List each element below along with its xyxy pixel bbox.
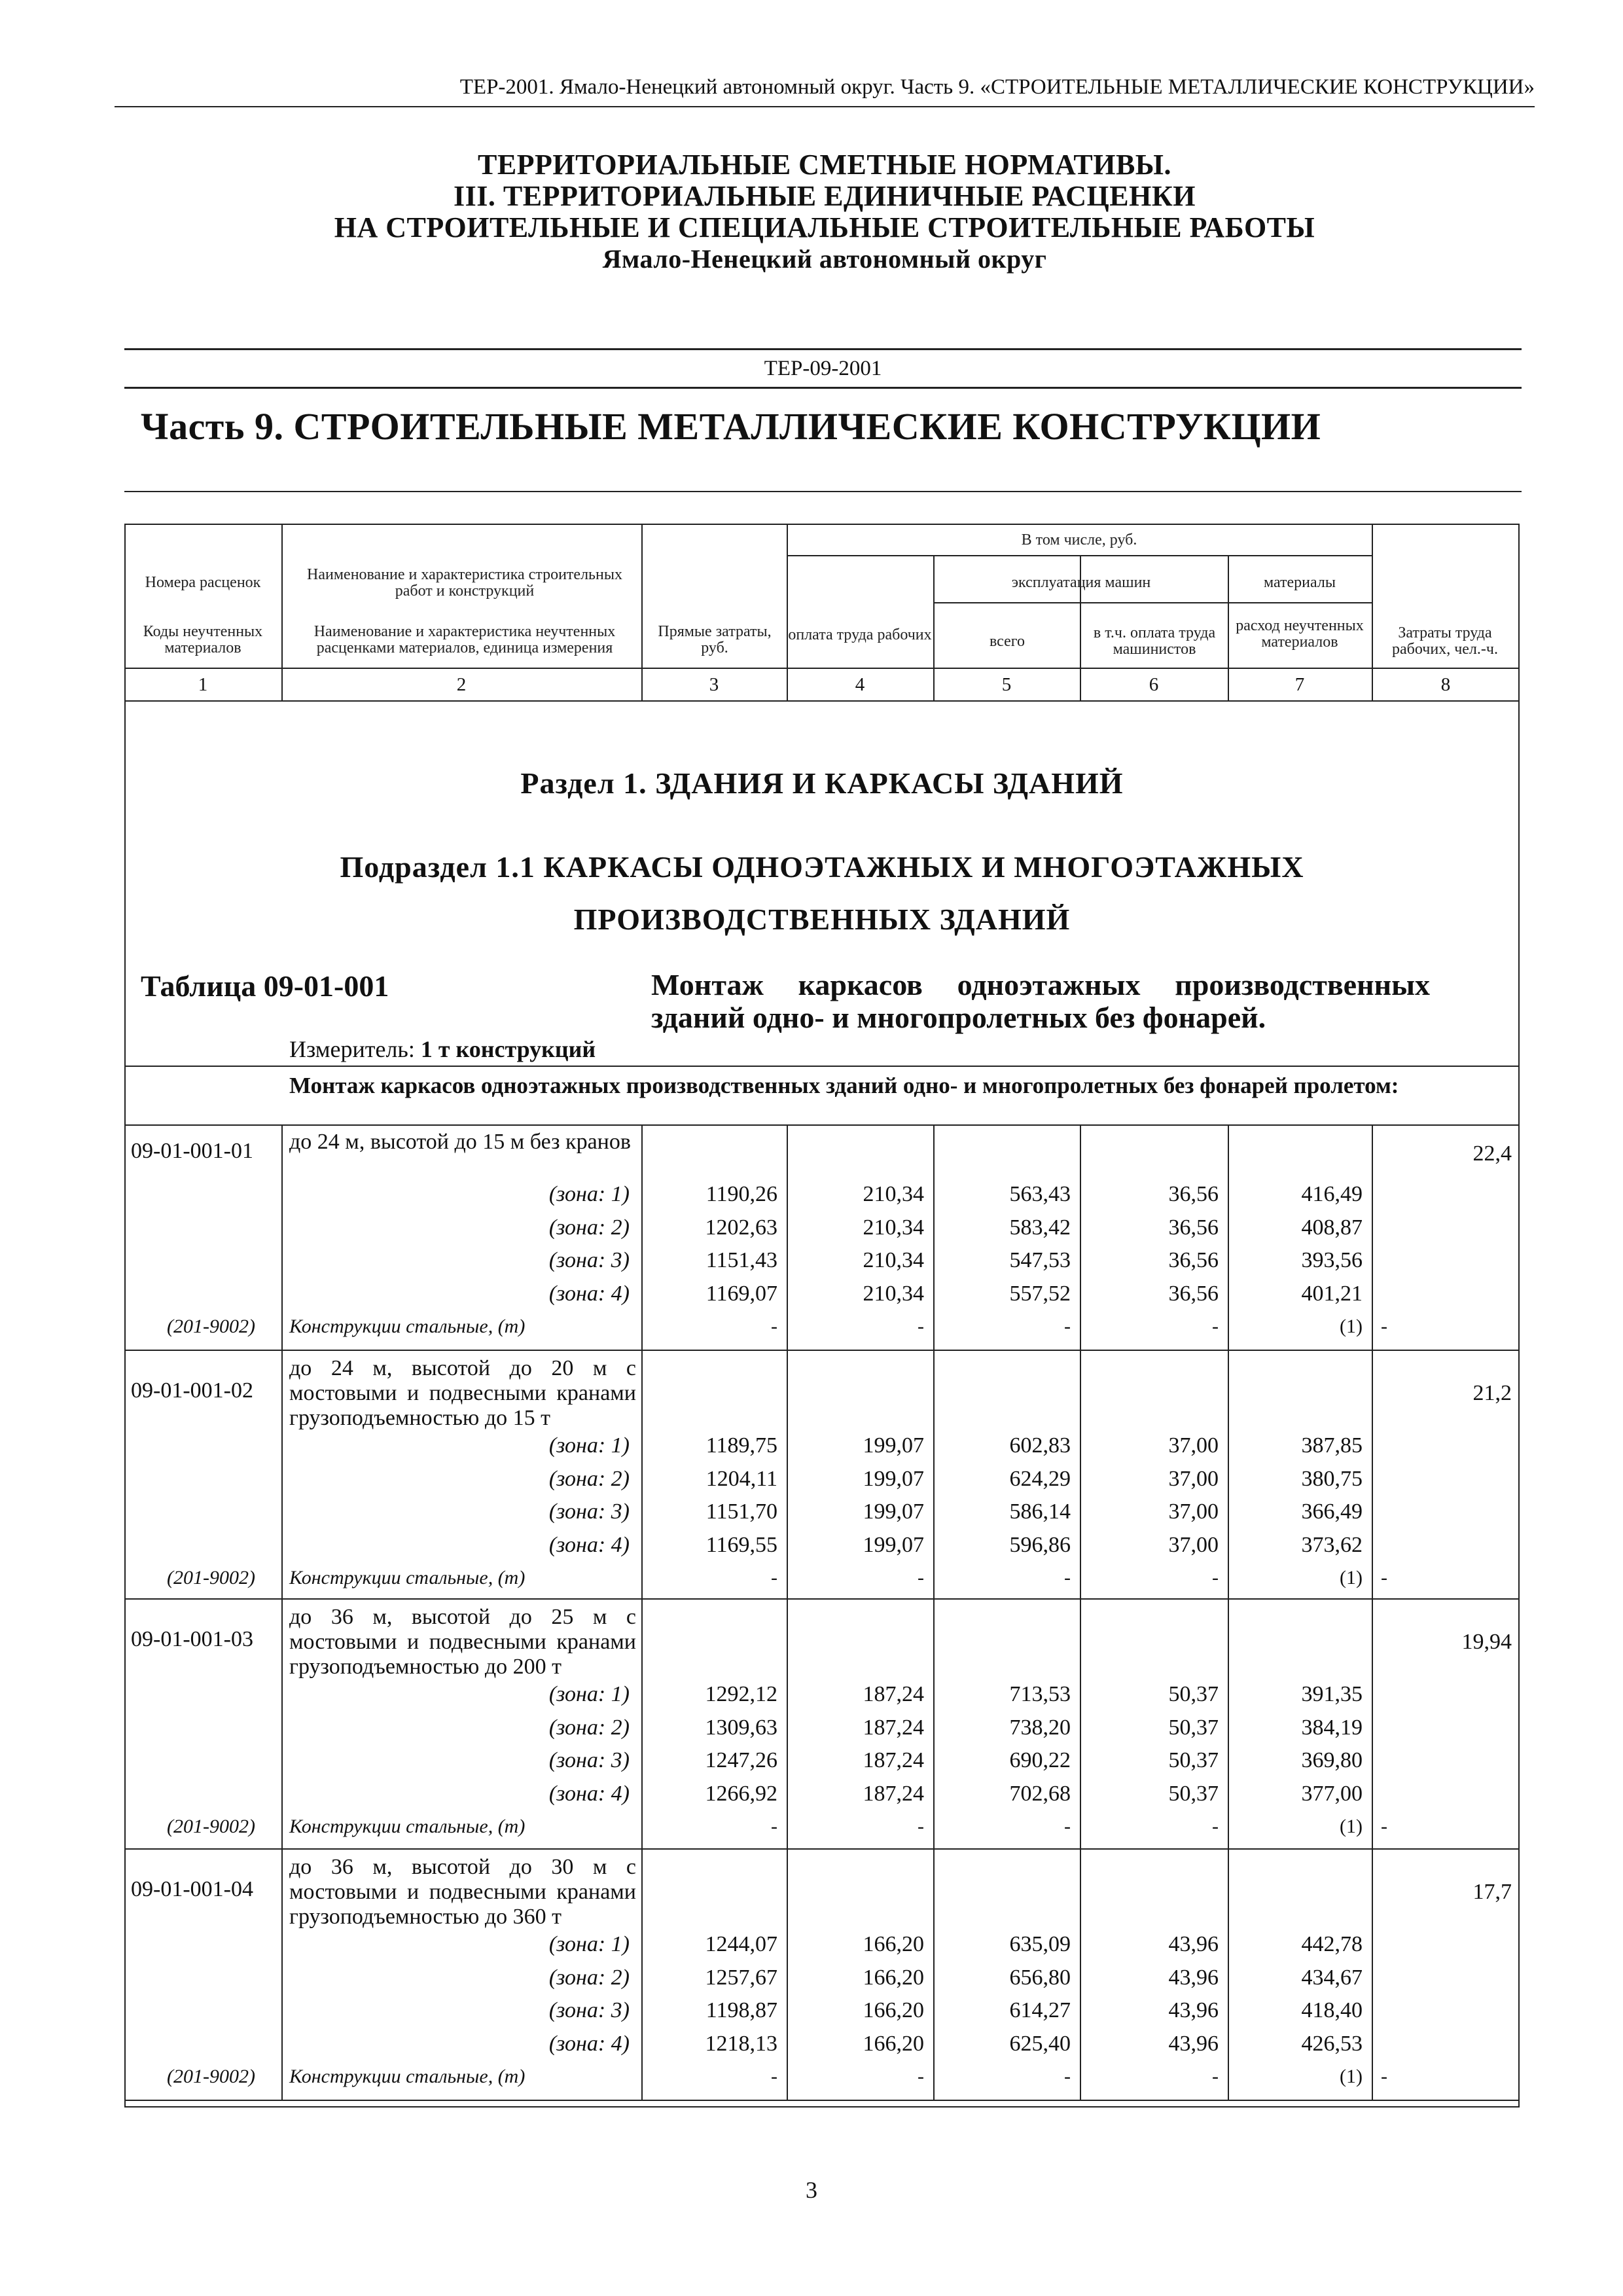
table-rule xyxy=(787,555,1372,556)
material-dash: - xyxy=(918,2066,924,2087)
zone-materials: 416,49 xyxy=(1301,1182,1363,1206)
material-code: (201-9002) xyxy=(167,1567,255,1588)
column-number: 4 xyxy=(855,674,865,695)
material-dash: - xyxy=(771,1816,777,1837)
table-rule xyxy=(124,1848,1520,1850)
material-name: Конструкции стальные, (т) xyxy=(289,1567,526,1588)
zone-wages: 166,20 xyxy=(863,2031,924,2056)
zone-materials: 369,80 xyxy=(1301,1748,1363,1772)
material-qty: (1) xyxy=(1340,1567,1363,1588)
zone-machines: 624,29 xyxy=(1009,1466,1071,1491)
zone-operators: 50,37 xyxy=(1168,1715,1219,1740)
part-title: Часть 9. СТРОИТЕЛЬНЫЕ МЕТАЛЛИЧЕСКИЕ КОНСТРУКЦИИ xyxy=(141,405,1321,448)
zone-machines: 563,43 xyxy=(1009,1182,1071,1206)
zone-label: (зона: 2) xyxy=(548,1466,630,1491)
table-rule xyxy=(281,1351,283,1598)
column-number: 7 xyxy=(1294,674,1305,695)
zone-direct: 1266,92 xyxy=(705,1781,777,1806)
zone-materials: 434,67 xyxy=(1301,1965,1363,1990)
material-dash: - xyxy=(918,1316,924,1337)
material-labor-dash: - xyxy=(1381,1316,1387,1337)
title-line-3: НА СТРОИТЕЛЬНЫЕ И СПЕЦИАЛЬНЫЕ СТРОИТЕЛЬНЫЕ РАБОТЫ xyxy=(334,211,1315,243)
zone-direct: 1244,07 xyxy=(705,1932,777,1956)
zone-operators: 50,37 xyxy=(1168,1781,1219,1806)
rate-description: до 36 м, высотой до 30 м с мостовыми и подвесными кранами грузоподъемностью до 360 т xyxy=(289,1855,636,1929)
zone-machines: 614,27 xyxy=(1009,1998,1071,2022)
rate-code: 09-01-001-04 xyxy=(131,1877,253,1901)
material-dash: - xyxy=(1212,1316,1219,1337)
meter-label: Измеритель: xyxy=(289,1036,415,1062)
material-code: (201-9002) xyxy=(167,2066,255,2087)
zone-materials: 442,78 xyxy=(1301,1932,1363,1956)
labor-cost: 22,4 xyxy=(1472,1141,1512,1166)
zone-direct: 1169,07 xyxy=(705,1281,777,1306)
zone-wages: 166,20 xyxy=(863,1932,924,1956)
zone-wages: 187,24 xyxy=(863,1715,924,1740)
table-rule xyxy=(281,1850,283,2100)
zone-label: (зона: 1) xyxy=(548,1182,630,1206)
zone-label: (зона: 2) xyxy=(548,1215,630,1240)
labor-cost: 17,7 xyxy=(1472,1880,1512,1904)
material-name: Конструкции стальные, (т) xyxy=(289,1816,526,1837)
material-dash: - xyxy=(918,1567,924,1588)
column-number: 8 xyxy=(1440,674,1451,695)
zone-direct: 1151,43 xyxy=(705,1248,777,1272)
table-rule xyxy=(1372,1850,1373,2100)
zone-operators: 43,96 xyxy=(1168,1965,1219,1990)
material-dash: - xyxy=(918,1816,924,1837)
table-description: Монтаж каркасов одноэтажных производственных зданий одно- и многопролетных без фонарей. xyxy=(651,968,1430,1034)
zone-direct: 1218,13 xyxy=(705,2031,777,2056)
material-dash: - xyxy=(1212,2066,1219,2087)
divider xyxy=(124,491,1522,492)
material-code: (201-9002) xyxy=(167,1816,255,1837)
header-col1-bottom: Коды неучтенных материалов xyxy=(143,623,263,656)
zone-operators: 37,00 xyxy=(1168,1532,1219,1557)
zone-label: (зона: 3) xyxy=(548,1248,630,1272)
material-name: Конструкции стальные, (т) xyxy=(289,2066,526,2087)
header-col5: всего xyxy=(989,633,1026,650)
zone-operators: 36,56 xyxy=(1168,1281,1219,1306)
zone-materials: 384,19 xyxy=(1301,1715,1363,1740)
zone-wages: 210,34 xyxy=(863,1215,924,1240)
zone-wages: 210,34 xyxy=(863,1182,924,1206)
zone-machines: 557,52 xyxy=(1009,1281,1071,1306)
zone-direct: 1204,11 xyxy=(705,1466,777,1491)
zone-direct: 1257,67 xyxy=(705,1965,777,1990)
zone-wages: 166,20 xyxy=(863,1965,924,1990)
zone-wages: 187,24 xyxy=(863,1748,924,1772)
header-col2-bottom: Наименование и характеристика неучтенных расценками материалов, единица измерения xyxy=(313,623,616,656)
zone-operators: 36,56 xyxy=(1168,1215,1219,1240)
meter xyxy=(289,1035,596,1063)
zone-machines: 738,20 xyxy=(1009,1715,1071,1740)
labor-cost: 19,94 xyxy=(1461,1630,1512,1654)
column-number: 3 xyxy=(709,674,719,695)
zone-wages: 210,34 xyxy=(863,1248,924,1272)
zone-materials: 366,49 xyxy=(1301,1499,1363,1524)
zone-label: (зона: 3) xyxy=(548,1748,630,1772)
table-rule xyxy=(124,1124,1520,1126)
zone-direct: 1202,63 xyxy=(705,1215,777,1240)
table-rule xyxy=(124,2100,1520,2101)
material-code: (201-9002) xyxy=(167,1316,255,1337)
zone-label: (зона: 3) xyxy=(548,1998,630,2022)
column-number: 1 xyxy=(198,674,208,695)
header-including: В том числе, руб. xyxy=(1021,531,1137,548)
material-dash: - xyxy=(771,1316,777,1337)
material-labor-dash: - xyxy=(1381,1567,1387,1588)
zone-materials: 426,53 xyxy=(1301,2031,1363,2056)
material-dash: - xyxy=(1064,2066,1071,2087)
table-rule xyxy=(281,1600,283,1848)
title-line-2: III. ТЕРРИТОРИАЛЬНЫЕ ЕДИНИЧНЫЕ РАСЦЕНКИ xyxy=(454,180,1196,212)
material-dash: - xyxy=(1064,1567,1071,1588)
zone-operators: 37,00 xyxy=(1168,1466,1219,1491)
zone-machines: 713,53 xyxy=(1009,1682,1071,1706)
header-materials: материалы xyxy=(1263,574,1336,591)
header-col1-top: Номера расценок xyxy=(145,574,261,591)
material-dash: - xyxy=(771,1567,777,1588)
material-qty: (1) xyxy=(1340,1816,1363,1837)
column-number: 6 xyxy=(1149,674,1159,695)
zone-direct: 1190,26 xyxy=(705,1182,777,1206)
zone-label: (зона: 4) xyxy=(548,1281,630,1306)
zone-operators: 43,96 xyxy=(1168,2031,1219,2056)
zone-wages: 199,07 xyxy=(863,1499,924,1524)
zone-label: (зона: 1) xyxy=(548,1433,630,1458)
zone-machines: 583,42 xyxy=(1009,1215,1071,1240)
subsection-title-line2: ПРОИЗВОДСТВЕННЫХ ЗДАНИЙ xyxy=(573,903,1071,936)
running-header: ТЕР-2001. Ямало-Ненецкий автономный округ. Часть 9. «СТРОИТЕЛЬНЫЕ МЕТАЛЛИЧЕСКИЕ КОНСТРУКЦИИ» xyxy=(115,68,1535,107)
labor-cost: 21,2 xyxy=(1472,1381,1512,1405)
zone-machines: 690,22 xyxy=(1009,1748,1071,1772)
table-rule xyxy=(281,1124,283,1350)
material-dash: - xyxy=(771,2066,777,2087)
table-rule xyxy=(124,1350,1520,1351)
zone-direct: 1151,70 xyxy=(705,1499,777,1524)
zone-materials: 401,21 xyxy=(1301,1281,1363,1306)
zone-materials: 377,00 xyxy=(1301,1781,1363,1806)
zone-materials: 393,56 xyxy=(1301,1248,1363,1272)
table-rule xyxy=(933,602,1372,603)
zone-label: (зона: 4) xyxy=(548,1532,630,1557)
table-label: Таблица 09-01-001 xyxy=(141,969,389,1003)
table-rule xyxy=(124,1066,1520,1067)
material-qty: (1) xyxy=(1340,1316,1363,1337)
zone-label: (зона: 1) xyxy=(548,1932,630,1956)
material-qty: (1) xyxy=(1340,2066,1363,2087)
group-heading: Монтаж каркасов одноэтажных производственных зданий одно- и многопролетных без фонарей пролетом: xyxy=(289,1073,1399,1098)
title-line-1: ТЕРРИТОРИАЛЬНЫЕ СМЕТНЫЕ НОРМАТИВЫ. xyxy=(477,149,1172,181)
zone-wages: 199,07 xyxy=(863,1433,924,1458)
table-rule xyxy=(1372,1124,1373,1350)
header-col3: Прямые затраты, руб. xyxy=(658,623,772,656)
zone-wages: 199,07 xyxy=(863,1466,924,1491)
zone-label: (зона: 4) xyxy=(548,2031,630,2056)
rate-code: 09-01-001-01 xyxy=(131,1139,253,1163)
zone-wages: 166,20 xyxy=(863,1998,924,2022)
zone-machines: 602,83 xyxy=(1009,1433,1071,1458)
zone-direct: 1309,63 xyxy=(705,1715,777,1740)
zone-label: (зона: 2) xyxy=(548,1715,630,1740)
zone-machines: 625,40 xyxy=(1009,2031,1071,2056)
zone-materials: 380,75 xyxy=(1301,1466,1363,1491)
material-dash: - xyxy=(1064,1316,1071,1337)
subsection-title-line1: Подраздел 1.1 КАРКАСЫ ОДНОЭТАЖНЫХ И МНОГОЭТАЖНЫХ xyxy=(340,850,1304,884)
zone-machines: 702,68 xyxy=(1009,1781,1071,1806)
zone-materials: 391,35 xyxy=(1301,1682,1363,1706)
rate-description: до 24 м, высотой до 15 м без кранов xyxy=(289,1130,631,1154)
zone-operators: 50,37 xyxy=(1168,1682,1219,1706)
zone-direct: 1198,87 xyxy=(705,1998,777,2022)
material-name: Конструкции стальные, (т) xyxy=(289,1316,526,1337)
meter-value: 1 т конструкций xyxy=(420,1036,596,1062)
zone-materials: 373,62 xyxy=(1301,1532,1363,1557)
header-machines: эксплуатация машин xyxy=(1011,574,1151,591)
material-dash: - xyxy=(1212,1816,1219,1837)
material-labor-dash: - xyxy=(1381,1816,1387,1837)
document-code: ТЕР-09-2001 xyxy=(124,348,1522,389)
zone-machines: 547,53 xyxy=(1009,1248,1071,1272)
zone-direct: 1169,55 xyxy=(705,1532,777,1557)
zone-materials: 408,87 xyxy=(1301,1215,1363,1240)
zone-machines: 596,86 xyxy=(1009,1532,1071,1557)
rate-description: до 36 м, высотой до 25 м с мостовыми и подвесными кранами грузоподъемностью до 200 т xyxy=(289,1605,636,1679)
material-dash: - xyxy=(1212,1567,1219,1588)
header-col4: оплата труда рабочих xyxy=(788,626,932,643)
zone-operators: 36,56 xyxy=(1168,1248,1219,1272)
table-rule xyxy=(1372,1351,1373,1598)
zone-label: (зона: 1) xyxy=(548,1682,630,1706)
zone-materials: 387,85 xyxy=(1301,1433,1363,1458)
zone-label: (зона: 4) xyxy=(548,1781,630,1806)
zone-direct: 1247,26 xyxy=(705,1748,777,1772)
zone-operators: 50,37 xyxy=(1168,1748,1219,1772)
header-col7: расход неучтенных материалов xyxy=(1236,617,1364,651)
zone-wages: 187,24 xyxy=(863,1781,924,1806)
zone-operators: 43,96 xyxy=(1168,1998,1219,2022)
section-title: Раздел 1. ЗДАНИЯ И КАРКАСЫ ЗДАНИЙ xyxy=(520,766,1124,800)
page-number: 3 xyxy=(806,2177,817,2203)
zone-materials: 418,40 xyxy=(1301,1998,1363,2022)
material-dash: - xyxy=(1064,1816,1071,1837)
zone-wages: 210,34 xyxy=(863,1281,924,1306)
material-labor-dash: - xyxy=(1381,2066,1387,2087)
zone-operators: 36,56 xyxy=(1168,1182,1219,1206)
zone-operators: 37,00 xyxy=(1168,1499,1219,1524)
column-number: 5 xyxy=(1001,674,1012,695)
rate-description: до 24 м, высотой до 20 м с мостовыми и подвесными кранами грузоподъемностью до 15 т xyxy=(289,1356,636,1430)
zone-machines: 656,80 xyxy=(1009,1965,1071,1990)
zone-wages: 187,24 xyxy=(863,1682,924,1706)
zone-wages: 199,07 xyxy=(863,1532,924,1557)
table-rule xyxy=(1372,1600,1373,1848)
zone-label: (зона: 3) xyxy=(548,1499,630,1524)
header-col2-top: Наименование и характеристика строительных работ и конструкций xyxy=(307,566,622,600)
zone-machines: 586,14 xyxy=(1009,1499,1071,1524)
zone-label: (зона: 2) xyxy=(548,1965,630,1990)
zone-machines: 635,09 xyxy=(1009,1932,1071,1956)
column-number: 2 xyxy=(456,674,467,695)
document-title xyxy=(115,149,1535,275)
zone-operators: 37,00 xyxy=(1168,1433,1219,1458)
zone-direct: 1189,75 xyxy=(705,1433,777,1458)
zone-direct: 1292,12 xyxy=(705,1682,777,1706)
table-rule xyxy=(124,1598,1520,1600)
header-col6: в т.ч. оплата труда машинистов xyxy=(1093,624,1216,658)
zone-operators: 43,96 xyxy=(1168,1932,1219,1956)
rate-code: 09-01-001-03 xyxy=(131,1627,253,1651)
header-col8: Затраты труда рабочих, чел.-ч. xyxy=(1392,624,1498,658)
title-line-4: Ямало-Ненецкий автономный округ xyxy=(602,244,1047,274)
rate-code: 09-01-001-02 xyxy=(131,1378,253,1403)
